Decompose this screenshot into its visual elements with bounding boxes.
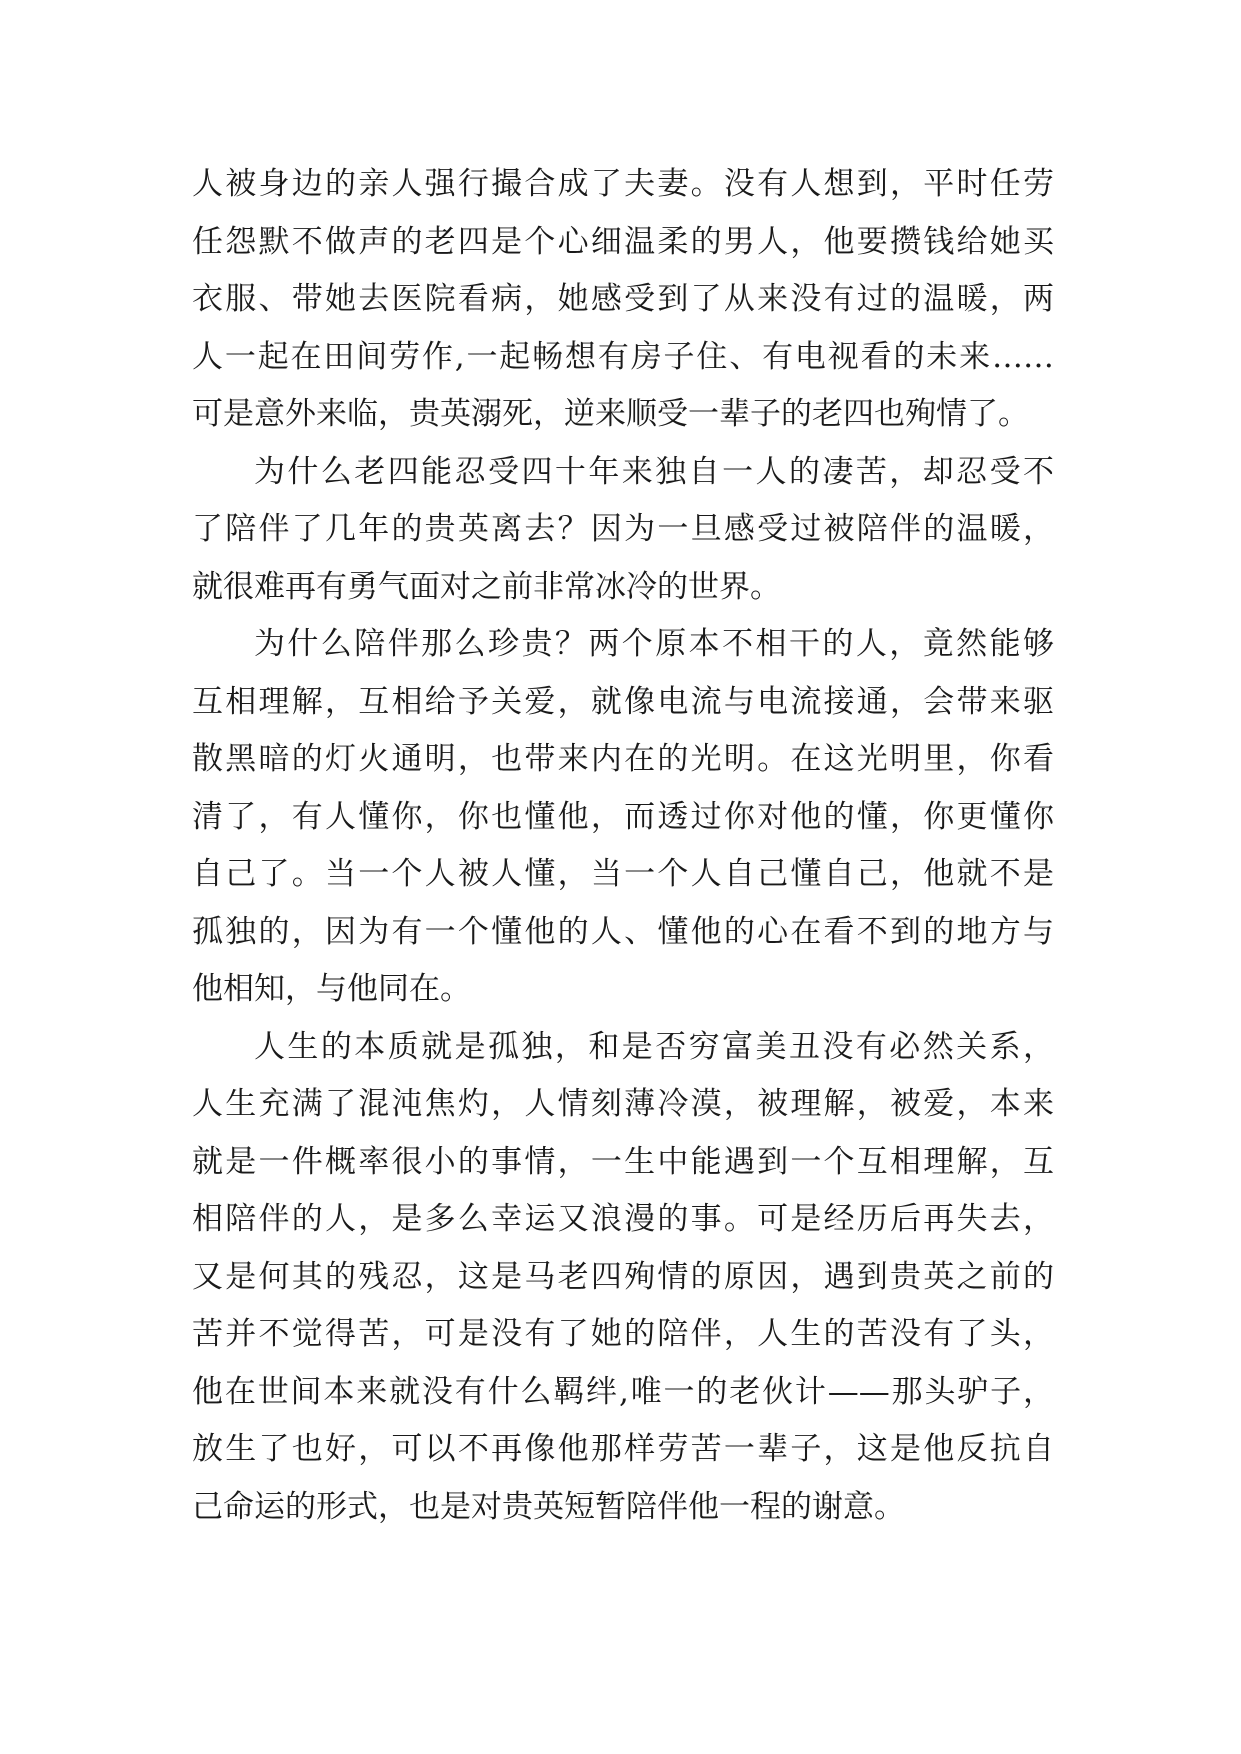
paragraph-4-line-3: 就是一件概率很小的事情，一生中能遇到一个互相理解，互 (192, 1143, 1054, 1180)
paragraph-1-line-3: 衣服、带她去医院看病，她感受到了从来没有过的温暖，两 (192, 281, 1054, 317)
paragraph-2-line-3: 就很难再有勇气面对之前非常冰冷的世界。 (192, 568, 781, 605)
paragraph-4-line-9: 己命运的形式，也是对贵英短暂陪伴他一程的谢意。 (192, 1488, 905, 1525)
paragraph-2-line-2: 了陪伴了几年的贵英离去？因为一旦感受过被陪伴的温暖， (192, 511, 1054, 547)
paragraph-3-line-6: 孤独的，因为有一个懂他的人、懂他的心在看不到的地方与 (192, 913, 1054, 950)
paragraph-4-line-6: 苦并不觉得苦，可是没有了她的陪伴，人生的苦没有了头， (192, 1316, 1054, 1352)
paragraph-3-line-2: 互相理解，互相给予关爱，就像电流与电流接通，会带来驱 (192, 683, 1054, 720)
paragraph-4-line-2: 人生充满了混沌焦灼，人情刻薄冷漠，被理解，被爱，本来 (192, 1086, 1054, 1122)
paragraph-2-line-1: 为什么老四能忍受四十年来独自一人的凄苦，却忍受不 (254, 453, 1054, 490)
paragraph-3-line-7: 他相知，与他同在。 (192, 971, 471, 1007)
paragraph-4-line-7: 他在世间本来就没有什么羁绊,唯一的老伙计——那头驴子， (192, 1373, 1054, 1410)
paragraph-3-line-1: 为什么陪伴那么珍贵？两个原本不相干的人，竟然能够 (254, 626, 1054, 662)
paragraph-1-line-1: 人被身边的亲人强行撮合成了夫妻。没有人想到，平时任劳 (192, 166, 1054, 202)
paragraph-3-line-4: 清了，有人懂你，你也懂他，而透过你对他的懂，你更懂你 (192, 798, 1054, 835)
paragraph-4-line-5: 又是何其的残忍，这是马老四殉情的原因，遇到贵英之前的 (192, 1258, 1054, 1295)
paragraph-1-line-4: 人一起在田间劳作,一起畅想有房子住、有电视看的未来…… (192, 338, 1054, 375)
paragraph-4-line-8: 放生了也好，可以不再像他那样劳苦一辈子，这是他反抗自 (192, 1431, 1054, 1467)
paragraph-1-line-2: 任怨默不做声的老四是个心细温柔的男人，他要攒钱给她买 (192, 223, 1054, 260)
paragraph-3-line-5: 自己了。当一个人被人懂，当一个人自己懂自己，他就不是 (192, 856, 1054, 892)
paragraph-4-line-4: 相陪伴的人，是多么幸运又浪漫的事。可是经历后再失去， (192, 1201, 1054, 1237)
paragraph-1-line-5: 可是意外来临，贵英溺死，逆来顺受一辈子的老四也殉情了。 (192, 396, 1029, 432)
body-text (192, 156, 1054, 1536)
paragraph-3-line-3: 散黑暗的灯火通明，也带来内在的光明。在这光明里，你看 (192, 741, 1054, 777)
paragraph-4-line-1: 人生的本质就是孤独，和是否穷富美丑没有必然关系， (254, 1028, 1054, 1065)
